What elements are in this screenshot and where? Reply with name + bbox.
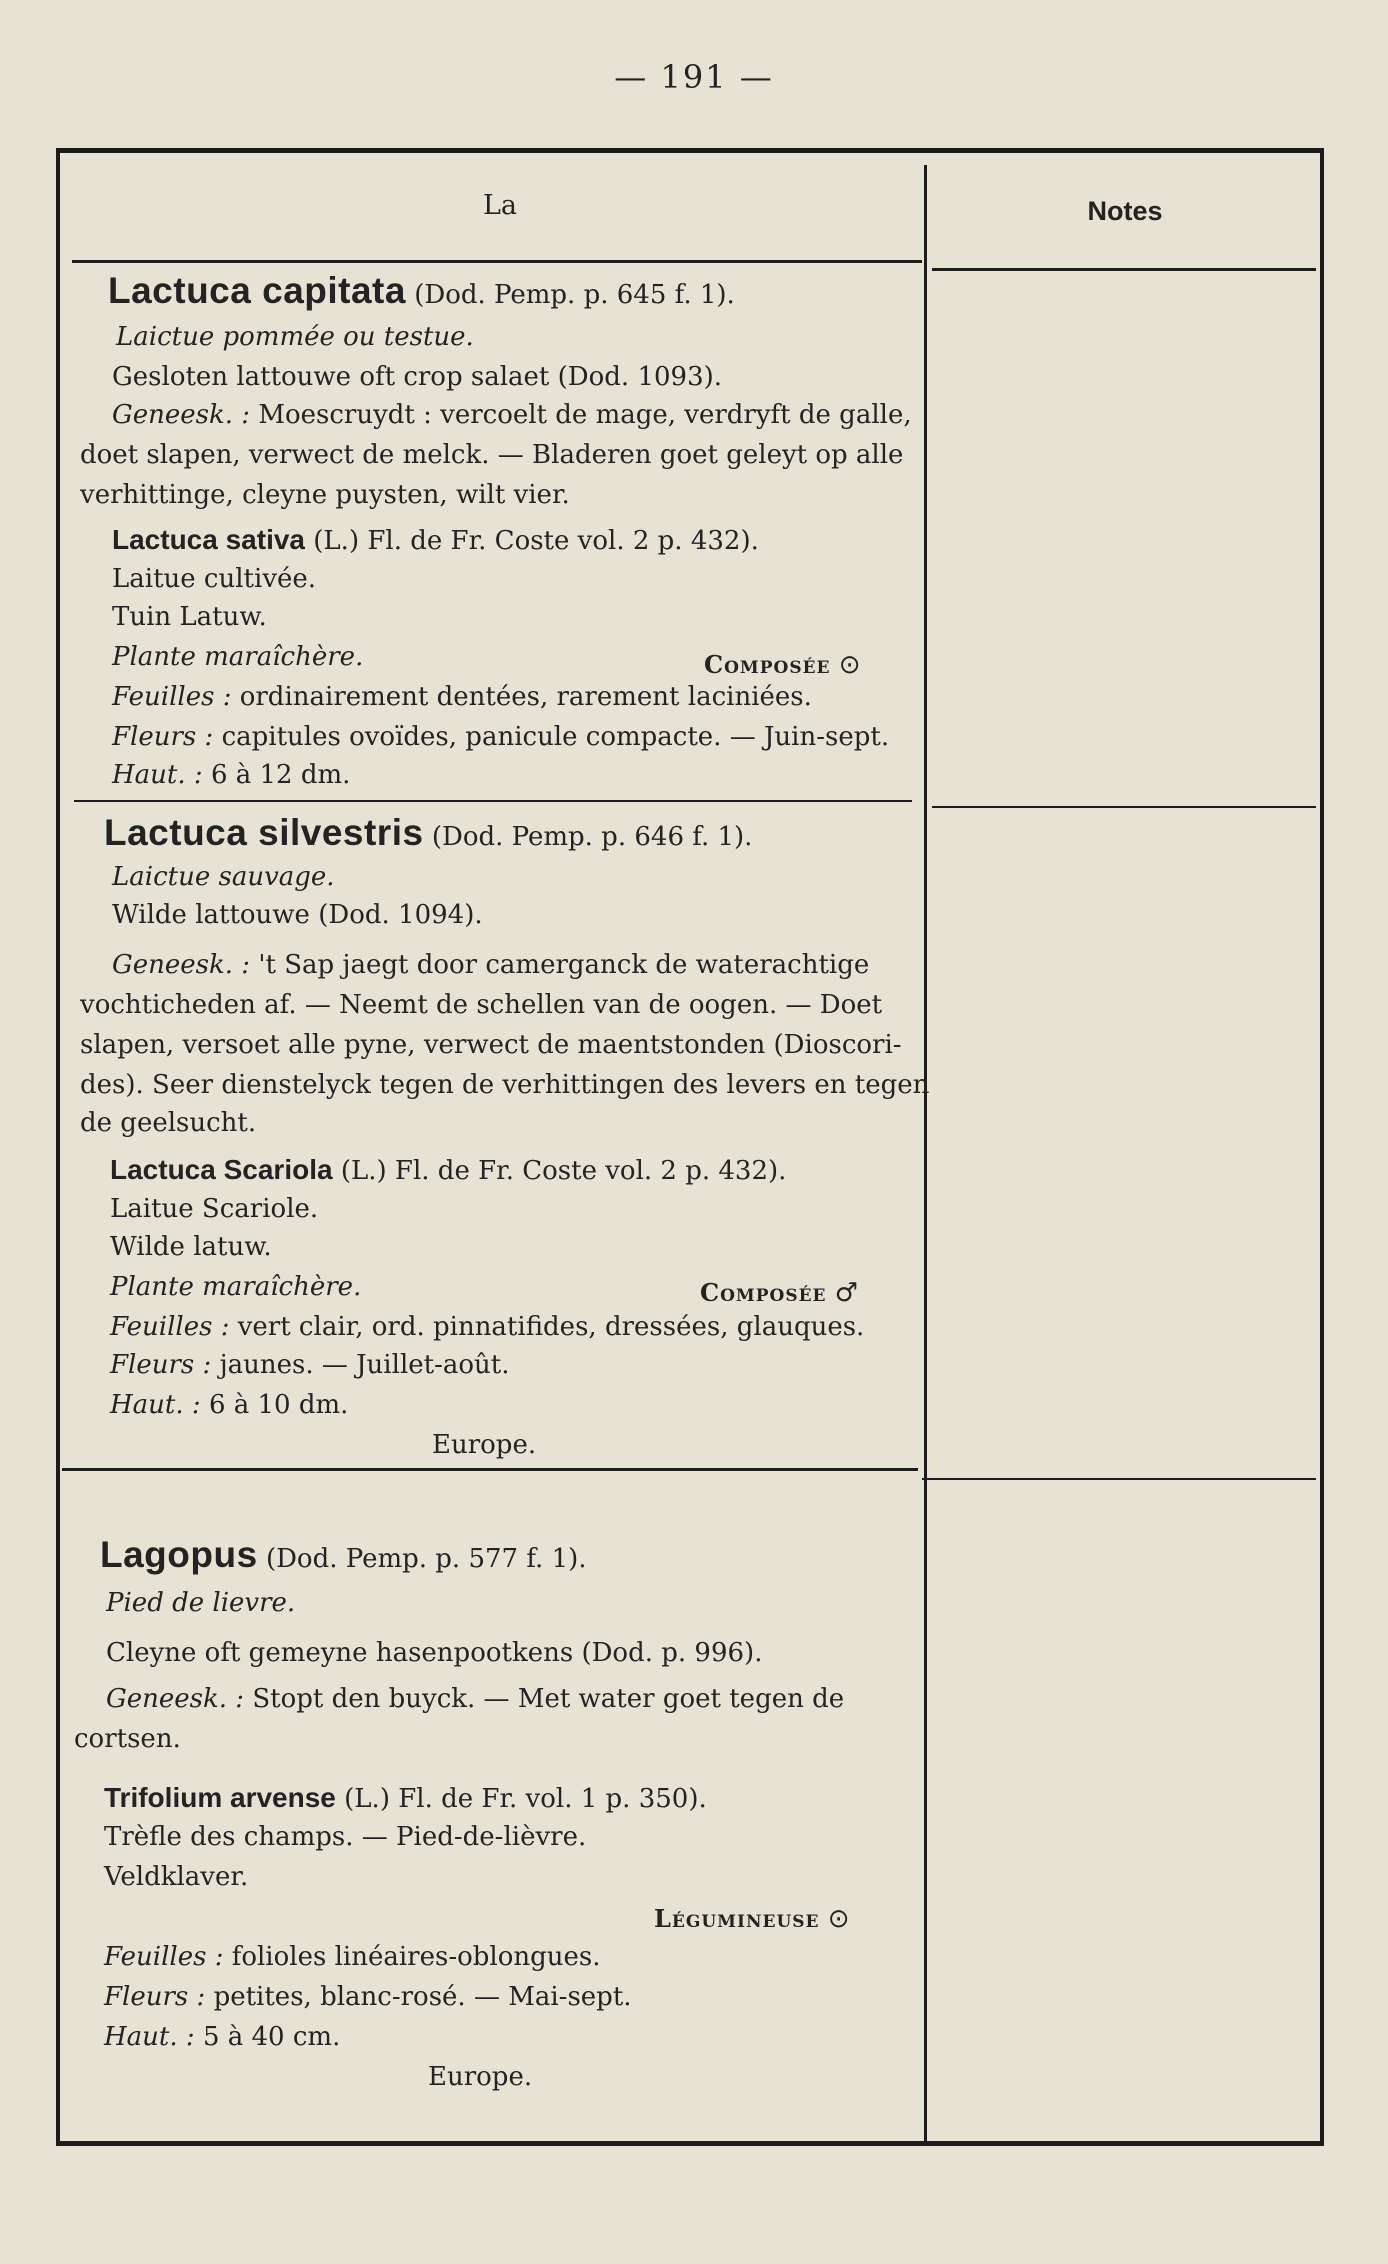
haut-line — [112, 762, 350, 788]
geneesk-text: des). Seer dienstelyck tegen de verhittingen des levers en tegen — [80, 1070, 930, 1100]
feuilles-line — [112, 684, 812, 710]
common-name-fr: Laitue cultivée. — [112, 564, 317, 594]
genus-name: Lagopus — [100, 1534, 258, 1575]
feuilles-text: folioles linéaires-oblongues. — [231, 1942, 601, 1972]
flemish-name: Cleyne oft gemeyne hasenpootkens (Dod. p. 996). — [106, 1638, 763, 1668]
fleurs-text: jaunes. — Juillet-août. — [219, 1350, 510, 1380]
column-header-la: La — [482, 190, 518, 221]
entry-divider — [74, 800, 912, 802]
biennial-symbol-icon: ♂ — [834, 1278, 859, 1308]
haut-line — [104, 2024, 340, 2050]
feuilles-label: Feuilles : — [104, 1942, 224, 1972]
french-name: Laictue pommée ou testue. — [116, 322, 474, 352]
french-name: Pied de lievre. — [106, 1588, 296, 1618]
notes-divider — [922, 1478, 1316, 1480]
geneesk-text: doet slapen, verwect de melck. — Bladeren goet geleyt op alle — [80, 440, 904, 470]
genus-reference: (Dod. Pemp. p. 646 f. 1). — [431, 822, 753, 852]
geneesk-text: Stopt den buyck. — Met water goet tegen de — [252, 1684, 845, 1714]
entry-heading — [108, 272, 735, 309]
geneesk-label: Geneesk. : — [112, 400, 251, 430]
geneesk-text: 't Sap jaegt door camerganck de waterachtige — [258, 950, 870, 980]
common-name-fr: Laitue Scariole. — [110, 1194, 319, 1224]
geneesk-text: slapen, versoet alle pyne, verwect de maentstonden (Dioscori- — [80, 1030, 902, 1060]
geneesk-text: de geelsucht. — [80, 1108, 257, 1138]
species-reference: (L.) Fl. de Fr. Coste vol. 2 p. 432). — [340, 1156, 787, 1186]
genus-reference: (Dod. Pemp. p. 645 f. 1). — [414, 280, 735, 310]
family-name: Composée — [704, 650, 831, 679]
header-rule-right — [932, 268, 1316, 271]
entry-heading — [104, 814, 752, 851]
flemish-name: Wilde lattouwe (Dod. 1094). — [112, 900, 483, 930]
geneesk-line — [112, 402, 912, 428]
species-reference: (L.) Fl. de Fr. Coste vol. 2 p. 432). — [313, 526, 759, 556]
flemish-name: Gesloten lattouwe oft crop salaet (Dod. 1093). — [112, 362, 723, 392]
french-name: Laictue sauvage. — [112, 862, 335, 892]
family-name: Légumineuse — [654, 1904, 820, 1933]
geneesk-line — [112, 952, 869, 978]
fleurs-line — [104, 1984, 632, 2010]
geneesk-text: verhittinge, cleyne puysten, wilt vier. — [80, 480, 570, 510]
common-name-nl: Wilde latuw. — [110, 1232, 272, 1262]
fleurs-line — [112, 724, 889, 750]
header-rule-left — [72, 260, 922, 263]
family-label — [704, 652, 861, 678]
notes-divider — [932, 806, 1316, 808]
fleurs-text: capitules ovoïdes, panicule compacte. — Juin-sept. — [221, 722, 890, 752]
geneesk-line — [106, 1686, 844, 1712]
common-name-nl: Tuin Latuw. — [112, 602, 267, 632]
usage: Plante maraîchère. — [110, 1272, 362, 1302]
genus-name: Lactuca capitata — [108, 270, 406, 311]
haut-label: Haut. : — [112, 760, 203, 790]
feuilles-text: vert clair, ord. pinnatifides, dressées, glauques. — [237, 1312, 865, 1342]
column-header-notes: Notes — [1087, 196, 1163, 226]
genus-name: Lactuca silvestris — [104, 812, 424, 853]
annual-symbol-icon: ⊙ — [827, 1904, 850, 1934]
species-name: Lactuca sativa — [112, 524, 305, 555]
haut-label: Haut. : — [104, 2022, 195, 2052]
geneesk-text: cortsen. — [74, 1724, 181, 1754]
geneesk-text: Moescruydt : vercoelt de mage, verdryft de galle, — [258, 400, 912, 430]
haut-text: 6 à 12 dm. — [210, 760, 351, 790]
page-number: — 191 — — [614, 58, 774, 96]
family-name: Composée — [700, 1278, 827, 1307]
species-name: Trifolium arvense — [104, 1782, 336, 1813]
haut-text: 5 à 40 cm. — [202, 2022, 341, 2052]
region: Europe. — [428, 2062, 533, 2092]
feuilles-line — [104, 1944, 601, 1970]
fleurs-line — [110, 1352, 510, 1378]
annual-symbol-icon: ⊙ — [838, 650, 861, 680]
species-name: Lactuca Scariola — [110, 1154, 333, 1185]
usage: Plante maraîchère. — [112, 642, 364, 672]
fleurs-label: Fleurs : — [110, 1350, 212, 1380]
geneesk-text: vochticheden af. — Neemt de schellen van de oogen. — Doet — [80, 990, 883, 1020]
species-heading — [104, 1784, 707, 1812]
fleurs-text: petites, blanc-rosé. — Mai-sept. — [213, 1982, 632, 2012]
haut-label: Haut. : — [110, 1390, 201, 1420]
geneesk-label: Geneesk. : — [112, 950, 251, 980]
entry-heading — [100, 1536, 587, 1573]
family-label — [700, 1280, 858, 1306]
genus-reference: (Dod. Pemp. p. 577 f. 1). — [265, 1544, 587, 1574]
fleurs-label: Fleurs : — [112, 722, 214, 752]
species-reference: (L.) Fl. de Fr. vol. 1 p. 350). — [344, 1784, 707, 1814]
family-label — [654, 1906, 850, 1932]
fleurs-label: Fleurs : — [104, 1982, 206, 2012]
geneesk-label: Geneesk. : — [106, 1684, 245, 1714]
feuilles-label: Feuilles : — [110, 1312, 230, 1342]
feuilles-line — [110, 1314, 864, 1340]
haut-line — [110, 1392, 348, 1418]
species-heading — [112, 526, 759, 554]
species-heading — [110, 1156, 786, 1184]
column-divider — [924, 165, 927, 2143]
common-name-nl: Veldklaver. — [104, 1862, 249, 1892]
haut-text: 6 à 10 dm. — [208, 1390, 349, 1420]
entry-divider — [62, 1468, 918, 1471]
feuilles-text: ordinairement dentées, rarement laciniées. — [239, 682, 812, 712]
region: Europe. — [432, 1430, 537, 1460]
common-name-fr: Trèfle des champs. — Pied-de-lièvre. — [104, 1822, 587, 1852]
feuilles-label: Feuilles : — [112, 682, 232, 712]
